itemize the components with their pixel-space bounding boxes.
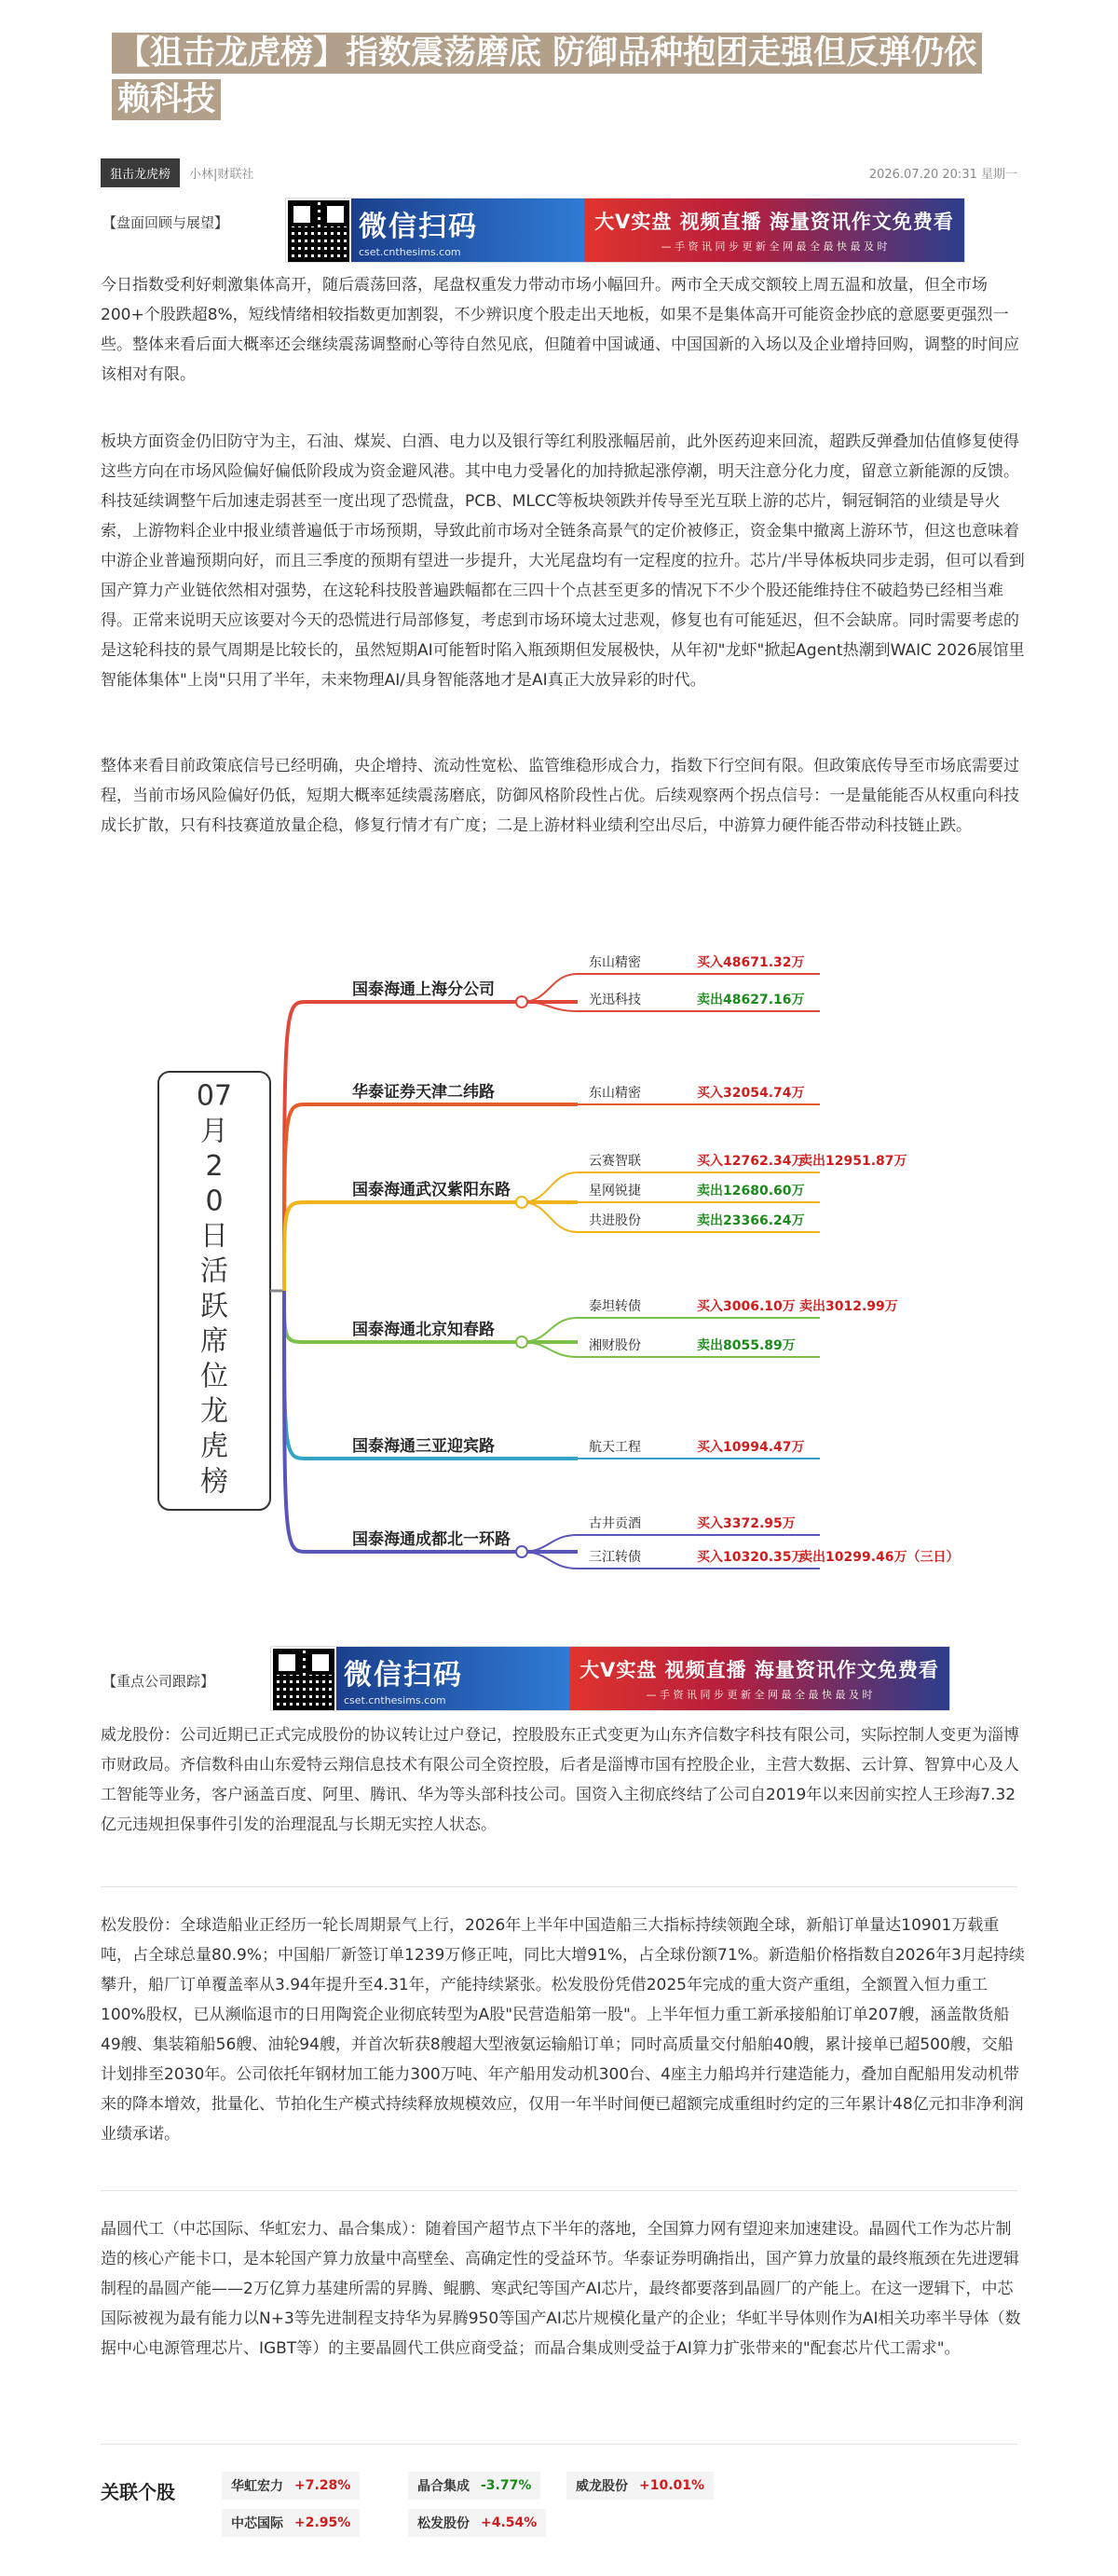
banner2-left: [336, 1647, 569, 1710]
banner-right: [584, 199, 964, 262]
column-tag[interactable]: 狙击龙虎榜: [101, 158, 180, 187]
tree-root-char: 0: [205, 1185, 224, 1218]
stock-name: 东山精密: [589, 955, 641, 970]
stock-name: 云赛智联: [589, 1154, 641, 1169]
branch-node: [516, 1197, 527, 1208]
stock-name: 古井贡酒: [589, 1516, 641, 1531]
tree-branch-line: [284, 1202, 578, 1291]
tree-sub-branch: [522, 1318, 578, 1342]
buy-amount: 买入3372.95万: [697, 1516, 796, 1531]
paragraph-outlook: 整体来看目前政策底信号已经明确，央企增持、流动性宽松、监管维稳形成合力，指数下行空间有限。但政策底传导至市场底需要过程，当前市场风险偏好仍低，短期大概率延续震荡磨底，防御风格阶段性占优。后续观察两个拐点信号：一是量能能否从权重向科技成长扩散，只有科技赛道放量企稳，修复行情才有广度；二是上游材料业绩利空出尽后，中游算力硬件能否带动科技链止跌。: [101, 757, 1019, 835]
tree-root-char: 席: [200, 1324, 228, 1358]
tree-root-char: 龙: [200, 1395, 228, 1429]
article-headline: [112, 30, 1006, 123]
seat-label: 国泰海通北京知春路: [352, 1321, 495, 1339]
buy-amount: 买入10994.47万: [697, 1440, 805, 1455]
qr-code-icon: [288, 200, 349, 262]
buy-amount: 买入10320.35万: [697, 1550, 805, 1565]
stock-name: 松发股份: [417, 2516, 470, 2531]
stock-name: 华虹宏力: [231, 2479, 283, 2494]
sell-amount: 卖出12951.87万: [799, 1154, 907, 1169]
wechat-promo-banner[interactable]: [285, 198, 965, 263]
related-stocks-title: 关联个股: [101, 2481, 175, 2503]
stock-name: 共进股份: [589, 1213, 641, 1228]
stock-name: 湘财股份: [589, 1338, 641, 1353]
divider: [101, 1886, 1017, 1887]
tree-branch-line: [284, 1002, 578, 1291]
banner2-tagline: — 手 资 讯 同 步 更 新 全 网 最 全 最 快 最 及 时: [646, 1689, 873, 1701]
tree-root-char: 月: [200, 1115, 228, 1148]
stock-name: 航天工程: [589, 1440, 641, 1455]
tree-sub-branch: [522, 1342, 578, 1357]
tree-sub-branch: [522, 1552, 578, 1569]
banner-title: 微信扫码: [359, 210, 478, 243]
buy-amount: 买入48671.32万: [697, 955, 805, 970]
tree-root-char: 榜: [200, 1465, 228, 1499]
stock-chip[interactable]: [408, 2472, 540, 2500]
article-meta: [101, 158, 1017, 186]
tree-root-char: 活: [200, 1254, 228, 1288]
section-label-company-tracking: 【重点公司跟踪】: [102, 1673, 215, 1690]
branch-node: [516, 1336, 527, 1348]
branch-node: [516, 996, 527, 1007]
divider: [101, 2444, 1017, 2445]
paragraph-weilong: 威龙股份：公司近期已正式完成股份的协议转让过户登记，控股股东正式变更为山东齐信数字科技有限公司，实际控制人变更为淄博市财政局。齐信数科由山东爱特云翔信息技术有限公司全资控股，后者是淄博市国有控股企业，主营大数据、云计算、智算中心及人工智能等业务，客户涵盖百度、阿里、腾讯、华为等头部科技公司。国资入主彻底终结了公司自2019年以来因前实控人王珍海7.32亿元违规担保事件引发的治理混乱与长期无实控人状态。: [101, 1726, 1019, 1834]
branch-node: [516, 1546, 527, 1557]
stock-name: 中芯国际: [231, 2516, 283, 2531]
qr-code-icon-2: [273, 1649, 334, 1710]
stock-chip[interactable]: [566, 2472, 714, 2500]
stock-chip[interactable]: [222, 2472, 360, 2500]
paragraph-sectors: 板块方面资金仍旧防守为主，石油、煤炭、白酒、电力以及银行等红利股涨幅居前，此外医药迎来回流，超跌反弹叠加估值修复使得这些方向在市场风险偏好偏低阶段成为资金避风港。其中电力受暑化的加持掀起涨停潮，明天注意分化力度，留意立新能源的反馈。科技延续调整午后加速走弱甚至一度出现了恐慌盘，PCB、MLCC等板块领跌并传导至光互联上游的芯片，铜冠铜箔的业绩是导火索，上游物料企业中报业绩普遍低于市场预期，导致此前市场对全链条高景气的定价被修正，资金集中撤离上游环节，但这也意味着中游企业普遍预期向好，而且三季度的预期有望进一步提升，大光尾盘均有一定程度的拉升。芯片/半导体板块同步走弱，但可以看到国产算力产业链依然相对强势，在这轮科技股普遍跌幅都在三四十个点甚至更多的情况下不少个股还能维持住不破趋势已经相当难得。正常来说明天应该要对今天的恐慌进行局部修复，考虑到市场环境太过悲观，修复也有可能延迟，但不会缺席。同时需要考虑的是这轮科技的景气周期是比较长的，虽然短期AI可能暂时陷入瓶颈期但发展极快，从年初"龙虾"掀起Agent热潮到WAIC 2026展馆里智能体集体"上岗"只用了半年，未来物理AI/具身智能落地才是AI真正大放异彩的时代。: [101, 432, 1025, 690]
tree-sub-branch: [522, 1535, 578, 1552]
tree-sub-branch: [522, 974, 578, 1002]
sell-amount: 卖出3012.99万: [799, 1299, 898, 1314]
section-label-market-review: 【盘面回顾与展望】: [102, 214, 229, 231]
stock-name: 三江转债: [589, 1550, 641, 1565]
seat-label: 国泰海通武汉紫阳东路: [352, 1181, 511, 1199]
dragon-tiger-list-mindmap: [0, 932, 1118, 1584]
tree-root-char: 07: [196, 1079, 233, 1113]
tree-root-char: 虎: [200, 1430, 228, 1463]
banner-slogan: 大V实盘 视频直播 海量资讯作文免费看: [594, 211, 954, 233]
stock-name: 东山精密: [589, 1086, 641, 1101]
stock-name: 泰坦转债: [589, 1299, 641, 1314]
wechat-promo-banner-2[interactable]: [270, 1646, 950, 1711]
stock-change: +2.95%: [294, 2515, 351, 2530]
paragraph-foundry: 晶圆代工（中芯国际、华虹宏力、晶合集成）：随着国产超节点下半年的落地，全国算力网有望迎来加速建设。晶圆代工作为芯片制造的核心产能卡口，是本轮国产算力放量中高壁垒、高确定性的受益环节。华泰证券明确指出，国产算力放量的最终瓶颈在先进逻辑制程的晶圆产能——2万亿算力基建所需的昇腾、鲲鹏、寒武纪等国产AI芯片，最终都要落到晶圆厂的产能上。在这一逻辑下，中芯国际被视为最有能力以N+3等先进制程支持华为昇腾950等国产AI芯片规模化量产的企业；华虹半导体则作为AI相关功率半导体（数据中心电源管理芯片、IGBT等）的主要晶圆代工供应商受益；而晶合集成则受益于AI算力扩张带来的"配套芯片代工需求"。: [101, 2220, 1021, 2358]
buy-amount: 买入12762.34万: [697, 1154, 805, 1169]
tree-root-char: 2: [205, 1149, 224, 1183]
stock-change: +10.01%: [639, 2478, 705, 2493]
tree-branch-line: [284, 1291, 578, 1459]
banner2-right: [569, 1647, 949, 1710]
stock-name: 星网锐捷: [589, 1184, 641, 1199]
buy-amount: 买入32054.74万: [697, 1086, 805, 1101]
sell-amount: 卖出23366.24万: [697, 1213, 805, 1228]
sell-amount: 卖出10299.46万（三日）: [799, 1550, 960, 1565]
sell-amount: 卖出12680.60万: [697, 1184, 805, 1199]
stock-name: 晶合集成: [417, 2479, 470, 2494]
banner2-slogan: 大V实盘 视频直播 海量资讯作文免费看: [579, 1659, 939, 1681]
divider: [101, 2190, 1017, 2191]
sell-amount: 卖出48627.16万: [697, 993, 805, 1007]
headline-text: 【狙击龙虎榜】指数震荡磨底 防御品种抱团走强但反弹仍依赖科技: [112, 33, 982, 120]
stock-chip[interactable]: [222, 2509, 360, 2537]
tree-root-char: 日: [200, 1220, 228, 1254]
banner-url: cset.cnthesims.com: [359, 245, 461, 258]
stock-change: +7.28%: [294, 2478, 351, 2493]
author: 小林|财联社: [189, 167, 254, 182]
banner-tagline: — 手 资 讯 同 步 更 新 全 网 最 全 最 快 最 及 时: [661, 240, 888, 253]
paragraph-market-overview: 今日指数受利好刺激集体高开，随后震荡回落，尾盘权重发力带动市场小幅回升。两市全天成交额较上周五温和放量，但全市场200+个股跌超8%，短线情绪相较指数更加割裂，不少辨识度个股走出天地板，如果不是集体高开可能资金抄底的意愿要更强烈一些。整体来看后面大概率还会继续震荡调整耐心等待自然见底，但随着中国诚通、中国国新的入场以及企业增持回购，调整的时间应该相对有限。: [101, 276, 1019, 384]
tree-sub-branch: [522, 1172, 578, 1202]
tree-sub-branch: [522, 1202, 578, 1232]
seat-label: 国泰海通成都北一环路: [352, 1530, 511, 1549]
stock-change: +4.54%: [481, 2515, 538, 2530]
paragraph-songfa: 松发股份：全球造船业正经历一轮长周期景气上行，2026年上半年中国造船三大指标持续领跑全球，新船订单量达10901万载重吨，占全球总量80.9%；中国船厂新签订单1239万修正吨，同比大增91%，占全球份额71%。新造船价格指数自2026年3月起持续攀升，船厂订单覆盖率从3.94年提升至4.31年，产能持续紧张。松发股份凭借2025年完成的重大资产重组，全额置入恒力重工100%股权，已从濒临退市的日用陶瓷企业彻底转型为A股"民营造船第一股"。上半年恒力重工新承接船舶订单207艘，涵盖散货船49艘、集装箱船56艘、油轮94艘，并首次斩获8艘超大型液氨运输船订单；同时高质量交付船舶40艘，累计接单已超500艘，交船计划排至2030年。公司依托年钢材加工能力300万吨、年产船用发动机300台、4座主力船坞并行建造能力，叠加自配船用发动机带来的降本增效，批量化、节拍化生产模式持续释放规模效应，仅用一年半时间便已超额完成重组时约定的三年累计48亿元扣非净利润业绩承诺。: [101, 1916, 1025, 2144]
seat-label: 国泰海通上海分公司: [352, 980, 495, 999]
stock-change: -3.77%: [481, 2478, 532, 2493]
tree-root-char: 跃: [200, 1290, 228, 1323]
buy-amount: 买入3006.10万: [697, 1299, 796, 1314]
stock-name: 光迅科技: [589, 993, 641, 1007]
tree-root-char: 位: [200, 1360, 228, 1393]
banner2-title: 微信扫码: [344, 1658, 463, 1692]
seat-label: 国泰海通三亚迎宾路: [352, 1437, 495, 1456]
sell-amount: 卖出8055.89万: [697, 1338, 796, 1353]
banner-left: [351, 199, 584, 262]
banner2-url: cset.cnthesims.com: [344, 1693, 446, 1706]
stock-chip[interactable]: [408, 2509, 546, 2537]
publish-date: 2026.07.20 20:31 星期一: [868, 167, 1017, 182]
seat-label: 华泰证券天津二纬路: [352, 1083, 495, 1102]
stock-name: 威龙股份: [576, 2479, 628, 2494]
